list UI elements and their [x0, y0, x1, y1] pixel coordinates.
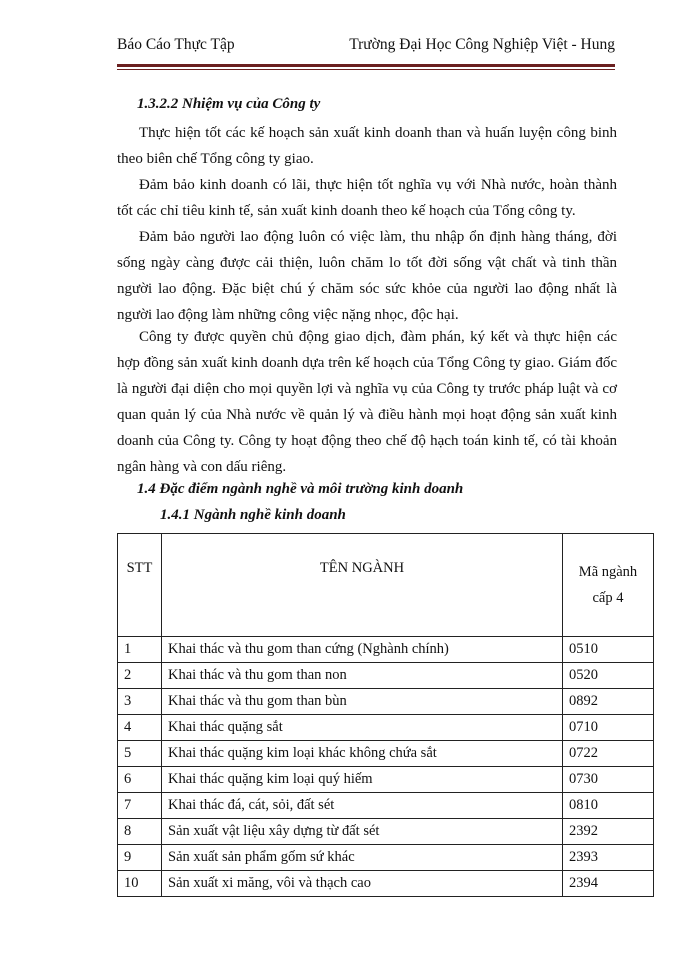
header-left-title: Báo Cáo Thực Tập	[117, 36, 235, 53]
cell-code: 0510	[563, 637, 654, 663]
table-row	[118, 819, 654, 845]
cell-name: Khai thác và thu gom than cứng (Nghành chính)	[162, 637, 563, 663]
cell-name: Khai thác và thu gom than bùn	[162, 689, 563, 715]
cell-code: 2393	[563, 845, 654, 871]
paragraph: Đảm bảo người lao động luôn có việc làm, thu nhập ổn định hàng tháng, đời sống ngày càng được cải thiện, luôn chăm lo tốt đời sống vật chất và tinh thần người lao động. Đặc biệt chú ý chăm sóc sức khỏe của người lao động nhất là người lao động làm những công việc nặng nhọc, độc hại.	[117, 229, 617, 323]
cell-stt: 5	[118, 741, 162, 767]
cell-stt: 7	[118, 793, 162, 819]
cell-stt: 9	[118, 845, 162, 871]
section-heading-1-3-2-2: 1.3.2.2 Nhiệm vụ của Công ty	[137, 96, 321, 112]
table-row	[118, 793, 654, 819]
cell-stt: 1	[118, 637, 162, 663]
section-heading-1-4: 1.4 Đặc điểm ngành nghề và môi trường kinh doanh	[137, 481, 464, 497]
cell-code: 0722	[563, 741, 654, 767]
cell-name: Khai thác và thu gom than non	[162, 663, 563, 689]
cell-name: Khai thác quặng sắt	[162, 715, 563, 741]
cell-stt: 8	[118, 819, 162, 845]
header-right-title: Trường Đại Học Công Nghiệp Việt - Hung	[349, 36, 615, 53]
header-rule-thin	[117, 69, 615, 70]
header-code-line2: cấp 4	[592, 590, 624, 606]
table-row	[118, 715, 654, 741]
paragraph: Công ty được quyền chủ động giao dịch, đàm phán, ký kết và thực hiện các hợp đồng sản xuất kinh doanh dựa trên kế hoạch của Tổng Công ty giao. Giám đốc là người đại diện cho mọi quyền lợi và nghĩa vụ của Công ty trước pháp luật và cơ quan quản lý của Nhà nước về quản lý và điều hành mọi hoạt động sản xuất kinh doanh của Công ty. Công ty hoạt động theo chế độ hạch toán kinh tế, có tài khoản ngân hàng và con dấu riêng.	[117, 329, 617, 475]
cell-name: Khai thác đá, cát, sỏi, đất sét	[162, 793, 563, 819]
cell-code: 0810	[563, 793, 654, 819]
cell-name: Sản xuất xi măng, vôi và thạch cao	[162, 871, 563, 897]
cell-code: 0892	[563, 689, 654, 715]
header-name: TÊN NGÀNH	[162, 534, 563, 637]
header-code-line1: Mã ngành	[578, 564, 638, 580]
table-row	[118, 767, 654, 793]
cell-stt: 2	[118, 663, 162, 689]
cell-code: 0710	[563, 715, 654, 741]
table-header-row	[118, 534, 654, 637]
paragraph: Đảm bảo kinh doanh có lãi, thực hiện tốt nghĩa vụ với Nhà nước, hoàn thành tốt các chỉ tiêu kinh tế, sản xuất kinh doanh theo kế hoạch của Tổng công ty.	[117, 177, 617, 219]
header-rule-thick	[117, 64, 615, 67]
cell-stt: 4	[118, 715, 162, 741]
cell-stt: 3	[118, 689, 162, 715]
industry-table	[117, 533, 654, 897]
header-stt: STT	[118, 534, 162, 637]
table-row	[118, 689, 654, 715]
cell-code: 2394	[563, 871, 654, 897]
cell-stt: 10	[118, 871, 162, 897]
table-row	[118, 871, 654, 897]
cell-name: Sản xuất vật liệu xây dựng từ đất sét	[162, 819, 563, 845]
section-heading-1-4-1: 1.4.1 Ngành nghề kinh doanh	[160, 507, 346, 523]
table-row	[118, 845, 654, 871]
table-row	[118, 663, 654, 689]
cell-name: Sản xuất sản phẩm gốm sứ khác	[162, 845, 563, 871]
header-code	[563, 534, 654, 637]
paragraph: Thực hiện tốt các kế hoạch sản xuất kinh doanh than và huấn luyện công binh theo biên chế Tổng công ty giao.	[117, 125, 617, 167]
cell-stt: 6	[118, 767, 162, 793]
cell-name: Khai thác quặng kim loại quý hiếm	[162, 767, 563, 793]
table-row	[118, 637, 654, 663]
cell-code: 0730	[563, 767, 654, 793]
cell-code: 2392	[563, 819, 654, 845]
cell-name: Khai thác quặng kim loại khác không chứa sắt	[162, 741, 563, 767]
cell-code: 0520	[563, 663, 654, 689]
table-row	[118, 741, 654, 767]
